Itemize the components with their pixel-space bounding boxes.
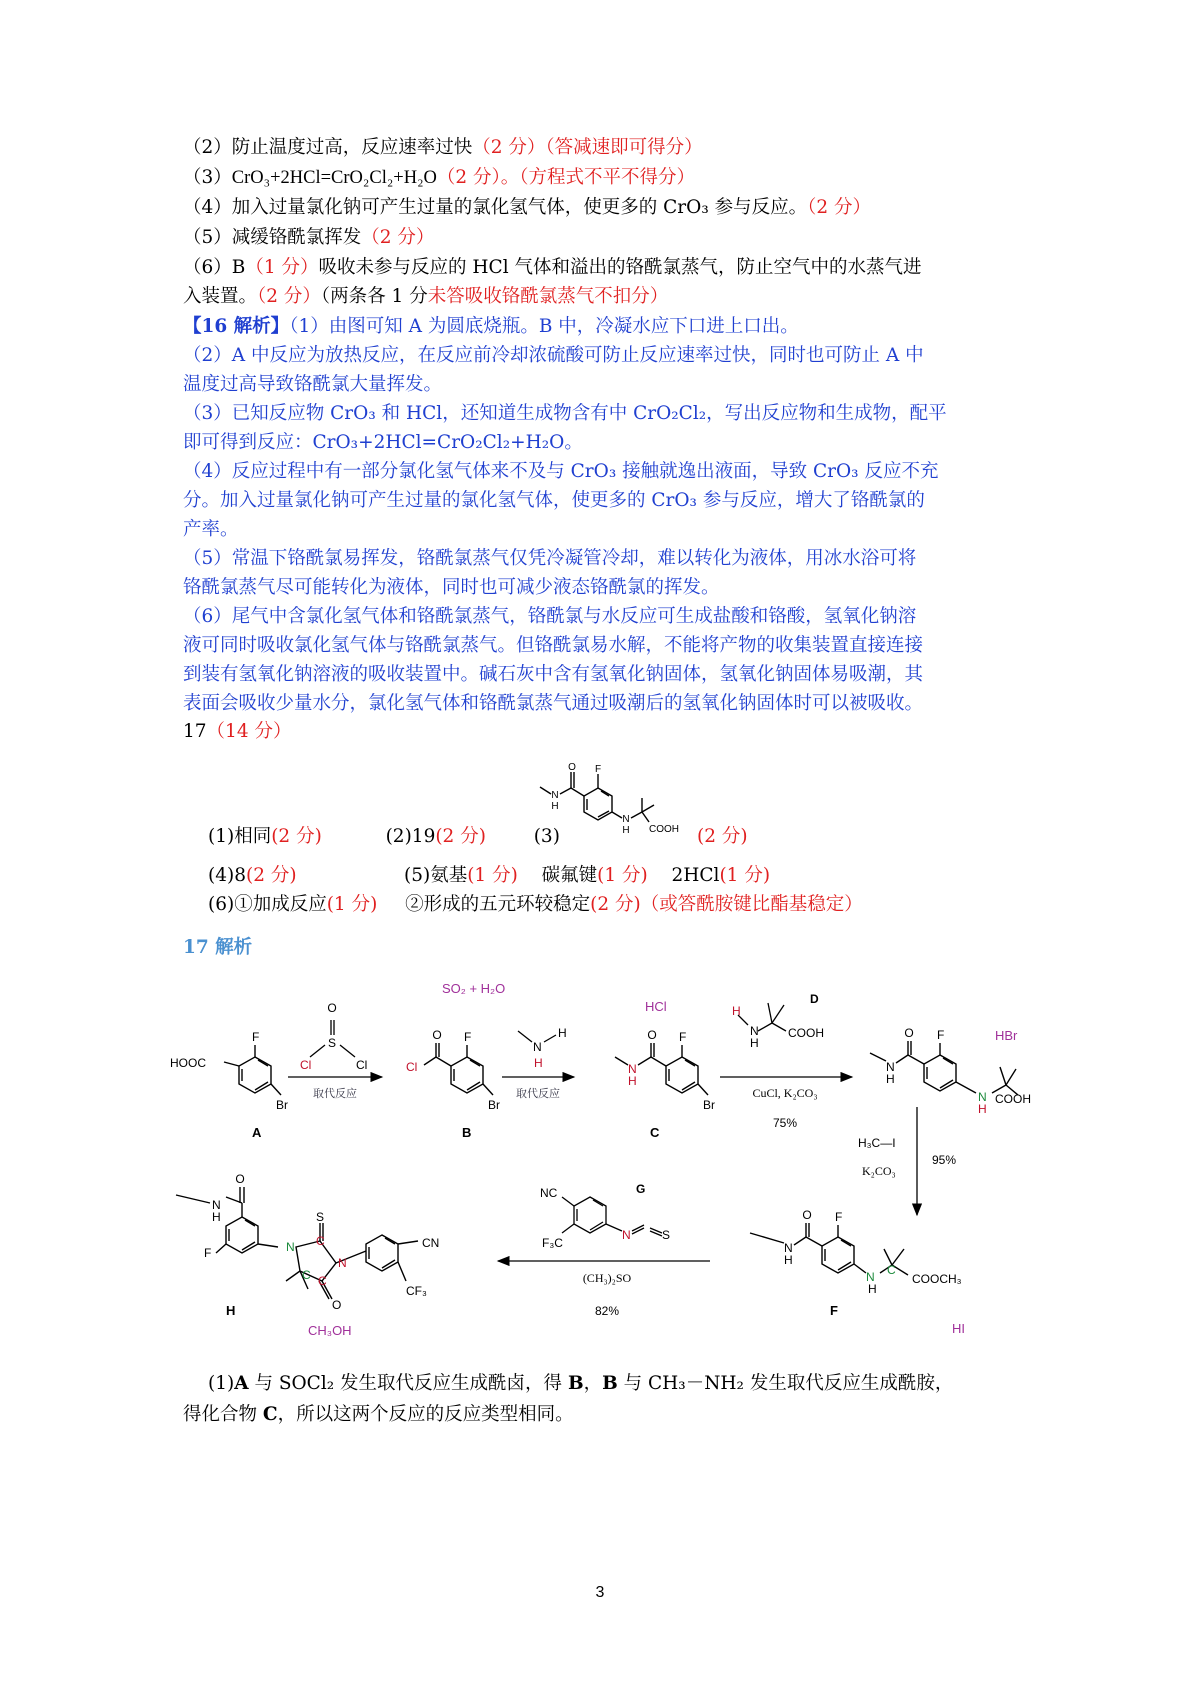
analysis-16-line-11: （6）尾气中含氯化氢气体和铬酰氯蒸气，铬酰氯与水反应可生成盐酸和铬酸，氢氧化钠溶: [183, 606, 917, 627]
analysis-16-line-6: （4）反应过程中有一部分氯化氢气体来不及与 CrO₃ 接触就逸出液面，导致 CrO₃ 反应不充: [183, 461, 939, 482]
svg-text:C: C: [316, 1234, 325, 1248]
svg-text:COOH: COOH: [995, 1092, 1031, 1106]
answer-16-2: （2）防止温度过高，反应速率过快（2 分）（答减速即可得分）: [183, 137, 703, 158]
reaction-scheme: [160, 981, 1031, 1355]
svg-text:75%: 75%: [772, 1116, 798, 1130]
svg-text:N: N: [866, 1270, 875, 1284]
svg-text:COOH: COOH: [788, 1026, 824, 1040]
svg-text:Cl: Cl: [406, 1060, 418, 1074]
svg-text:N: N: [622, 1228, 631, 1242]
svg-text:HCl: HCl: [645, 999, 667, 1014]
svg-text:H: H: [750, 1036, 759, 1050]
answer-17-3-score: (2 分): [697, 826, 748, 847]
analysis-16-line-13: 到装有氢氧化钠溶液的吸收装置中。碱石灰中含有氢氧化钠固体，氢氧化钠固体易吸潮，其: [183, 664, 924, 685]
compound-a: [224, 1045, 281, 1095]
analysis-16-line-9: （5）常温下铬酰氯易挥发，铬酰氯蒸气仅凭冷凝管冷却，难以转化为液体，用冰水浴可将: [183, 548, 917, 569]
svg-text:H: H: [622, 825, 630, 836]
svg-text:H: H: [868, 1282, 877, 1296]
svg-text:HI: HI: [952, 1321, 965, 1336]
svg-text:O: O: [802, 1208, 812, 1222]
svg-text:H: H: [732, 1004, 741, 1018]
svg-text:HOOC: HOOC: [170, 1056, 206, 1070]
svg-text:C: C: [650, 1125, 660, 1140]
svg-text:S: S: [327, 1036, 337, 1050]
svg-text:F: F: [204, 1246, 212, 1260]
analysis-16-line-1: 【16 解析】（1）由图可知 A 为圆底烧瓶。B 中，冷凝水应下口进上口出。: [183, 316, 799, 337]
analysis-16-line-12: 液可同时吸收氯化氢气体与铬酰氯蒸气。但铬酰氯易水解，不能将产物的收集装置直接连接: [183, 635, 924, 656]
answer-16-6-cont: 入装置。（2 分）（两条各 1 分未答吸收铬酰氯蒸气不扣分）: [183, 286, 669, 307]
svg-text:N: N: [533, 1040, 542, 1054]
svg-text:F: F: [937, 1028, 945, 1042]
svg-text:(CH₃)₂SO: (CH₃)₂SO: [582, 1271, 632, 1285]
svg-text:SO₂ + H₂O: SO₂ + H₂O: [442, 981, 506, 996]
analysis-16-line-3: 温度过高导致铬酰氯大量挥发。: [183, 374, 443, 395]
svg-text:取代反应: 取代反应: [313, 1088, 357, 1100]
explanation-line-2: 得化合物 C，所以这两个反应的反应类型相同。: [183, 1404, 574, 1425]
analysis-16-line-5: 即可得到反应：CrO₃+2HCl=CrO₂Cl₂+H₂O。: [183, 432, 583, 453]
svg-text:O: O: [568, 762, 576, 773]
svg-text:H: H: [226, 1303, 236, 1318]
analysis-16-line-7: 分。加入过量氯化钠可产生过量的氯化氢气体，使更多的 CrO₃ 参与反应，增大了铬酰氯的: [183, 490, 925, 511]
svg-text:COOCH₃: COOCH₃: [912, 1272, 962, 1286]
svg-text:F: F: [679, 1030, 687, 1044]
svg-text:H: H: [978, 1102, 987, 1116]
analysis-16-line-4: （3）已知反应物 CrO₃ 和 HCl，还知道生成物含有中 CrO₂Cl₂，写出反应物和生成物，配平: [183, 403, 947, 424]
svg-text:S: S: [316, 1210, 325, 1224]
svg-text:N: N: [286, 1240, 295, 1254]
svg-text:H: H: [784, 1253, 793, 1267]
svg-text:Cl: Cl: [300, 1058, 312, 1072]
svg-text:C: C: [302, 1268, 311, 1282]
svg-text:HBr: HBr: [995, 1028, 1018, 1043]
svg-text:82%: 82%: [594, 1304, 620, 1318]
page-number: 3: [595, 1584, 605, 1601]
answer-16-5: （5）减缓铬酰氯挥发（2 分）: [183, 227, 435, 248]
answer-17-row-1: (1)相同(2 分) (2)19(2 分) (3): [208, 826, 560, 847]
svg-text:O: O: [432, 1028, 442, 1042]
analysis-16-line-2: （2）A 中反应为放热反应，在反应前冷却浓硫酸可防止反应速率过快，同时也可防止 A 中: [183, 345, 924, 366]
svg-text:COOH: COOH: [649, 824, 679, 835]
svg-text:G: G: [636, 1182, 646, 1196]
svg-text:CF₃: CF₃: [406, 1284, 427, 1298]
svg-text:H: H: [886, 1072, 895, 1086]
answer-16-3: （3）CrO₃+2HCl=CrO₂Cl₂+H₂O（2 分）。（方程式不平不得分）: [183, 167, 696, 188]
answer-17-row-2: (4)8(2 分): [208, 865, 297, 886]
svg-text:N: N: [886, 1060, 895, 1074]
svg-text:C: C: [887, 1263, 896, 1277]
compound-b: [424, 1043, 493, 1095]
svg-text:N: N: [622, 814, 630, 825]
svg-text:O: O: [327, 1001, 337, 1015]
svg-text:Br: Br: [703, 1098, 715, 1112]
svg-text:O: O: [235, 1172, 245, 1186]
svg-text:CuCl, K₂CO₃: CuCl, K₂CO₃: [752, 1086, 818, 1100]
svg-text:H: H: [628, 1074, 637, 1088]
svg-text:N: N: [551, 790, 559, 801]
analysis-17-heading: 17 解析: [183, 937, 253, 958]
svg-text:CH₃OH: CH₃OH: [308, 1323, 352, 1338]
svg-text:O: O: [904, 1026, 914, 1040]
svg-text:O: O: [647, 1028, 657, 1042]
svg-text:NC: NC: [540, 1186, 558, 1200]
analysis-16-line-8: 产率。: [183, 519, 239, 540]
answer-16-4: （4）加入过量氯化钠可产生过量的氯化氢气体，使更多的 CrO₃ 参与反应。（2 分）: [183, 197, 872, 218]
svg-text:Br: Br: [276, 1098, 288, 1112]
explanation-line-1: (1)A 与 SOCl₂ 发生取代反应生成酰卤，得 B，B 与 CH₃－NH₂ 发生取代反应生成酰胺，: [208, 1373, 954, 1394]
svg-text:H: H: [212, 1210, 221, 1224]
svg-text:H₃C—I: H₃C—I: [858, 1136, 896, 1150]
svg-text:K₂CO₃: K₂CO₃: [862, 1164, 896, 1178]
svg-text:A: A: [252, 1125, 262, 1140]
svg-text:N: N: [338, 1256, 347, 1270]
svg-text:F: F: [464, 1030, 472, 1044]
svg-text:取代反应: 取代反应: [516, 1088, 560, 1100]
svg-text:N: N: [784, 1241, 793, 1255]
svg-text:N: N: [978, 1090, 987, 1104]
svg-text:H: H: [558, 1026, 567, 1040]
answer-17-row-2b: (5)氨基(1 分) 碳氟键(1 分) 2HCl(1 分): [404, 865, 771, 886]
svg-text:S: S: [662, 1228, 671, 1242]
svg-text:N: N: [750, 1024, 759, 1038]
svg-text:Cl: Cl: [356, 1058, 368, 1072]
compound-f: [750, 1223, 908, 1275]
q17-heading: 17（14 分）: [183, 721, 292, 742]
svg-text:O: O: [332, 1298, 342, 1312]
analysis-16-line-14: 表面会吸收少量水分，氯化氢气体和铬酰氯蒸气通过吸潮后的氢氧化钠固体时可以被吸收。: [183, 693, 924, 714]
svg-text:F: F: [830, 1303, 838, 1318]
svg-text:B: B: [462, 1125, 472, 1140]
analysis-16-line-10: 铬酰氯蒸气尽可能转化为液体，同时也可减少液态铬酰氯的挥发。: [183, 577, 720, 598]
svg-text:CN: CN: [422, 1236, 440, 1250]
svg-text:95%: 95%: [932, 1153, 957, 1167]
svg-text:N: N: [628, 1062, 637, 1076]
answer-17-row-3: (6)①加成反应(1 分) ②形成的五元环较稳定(2 分)（或答酰胺键比酯基稳定）: [208, 894, 863, 915]
svg-text:N: N: [212, 1198, 221, 1212]
svg-text:D: D: [810, 992, 819, 1006]
svg-text:C: C: [318, 1274, 327, 1288]
answer-16-6: （6）B（1 分）吸收未参与反应的 HCl 气体和溢出的铬酰氯蒸气，防止空气中的水蒸气进: [183, 257, 922, 278]
svg-text:F₃C: F₃C: [542, 1236, 563, 1250]
svg-text:F: F: [594, 764, 602, 775]
svg-text:F: F: [252, 1030, 260, 1044]
svg-text:F: F: [835, 1210, 843, 1224]
svg-text:H: H: [551, 801, 559, 812]
svg-text:H: H: [534, 1056, 543, 1070]
svg-text:Br: Br: [488, 1098, 500, 1112]
